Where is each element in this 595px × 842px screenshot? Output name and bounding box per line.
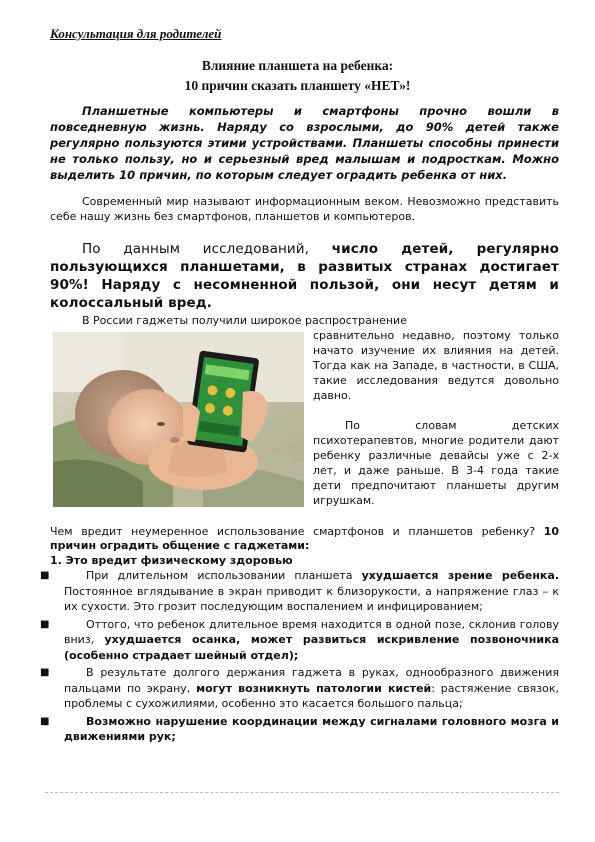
bullet-icon: ■ xyxy=(40,618,50,630)
intro-paragraph: Планшетные компьютеры и смартфоны прочно вошли в повседневную жизнь. Наряду со взрослыми, до 90% детей также регулярно пользуются этими устройствами. Планшеты способны принести не только пользу, но и серьезный вред малышам и подросткам. Можно выделить 10 причин, по которым следует оградить ребенка от них. xyxy=(50,104,559,182)
reasons-list xyxy=(40,568,559,747)
item-text-tail: Постоянное вглядывание в экран приводит к близорукости, а напряжение глаз – к их сухости. Это грозит последующим воспалением и инфицированием; xyxy=(64,584,559,613)
item-bold-text: могут возникнуть патологии кистей xyxy=(196,681,432,695)
item-text: Оттого, что ребенок длительное время находится в одной позе, склонив голову вниз, xyxy=(64,617,559,646)
statistics-bold-text: число детей, регулярно пользующихся планшетами, в развитых странах достигает 90%! Наряду с несомненной пользой, они несут детям и колоссальный вред. xyxy=(50,241,559,311)
bullet-icon: ■ xyxy=(40,667,50,678)
item-text: При длительном использовании планшета xyxy=(86,569,362,582)
list-item xyxy=(40,714,559,745)
section-heading-physical-health: 1. Это вредит физическому здоровью xyxy=(50,554,293,567)
paragraph-psychotherapists: По словам детских психотерапевтов, многие родители дают ребенку различные девайсы уже с 2-х лет, и даже раньше. В 3-4 года такие дети предпочитают планшеты другим игрушкам. xyxy=(313,419,559,507)
question-bold-text: 10 причин оградить общение с гаджетами: xyxy=(50,525,559,552)
paragraph-statistics xyxy=(50,240,559,312)
paragraph-russia-first-line: В России гаджеты получили широкое распространение xyxy=(82,314,407,327)
question-paragraph xyxy=(50,525,559,552)
paragraph-russia-rest: сравнительно недавно, поэтому только начато изучение их влияния на детей. Тогда как на Западе, в частности, в США, такие исследования ведутся довольно давно. xyxy=(313,329,559,402)
item-bold-text: Возможно нарушение координации между сигналами головного мозга и движениями рук; xyxy=(64,714,559,743)
list-item xyxy=(40,568,559,615)
list-item xyxy=(40,665,559,712)
article-title-line-2: 10 причин сказать планшету «НЕТ»! xyxy=(184,78,411,93)
item-bold-text: ухудшается осанка, может развиться искривление позвоночника (особенно страдает шейный отдел); xyxy=(64,633,559,662)
child-with-tablet-photo xyxy=(53,332,304,507)
item-text-tail: : растяжение связок, проблемы с сухожилиями, особенно это касается большого пальца; xyxy=(64,681,559,710)
bullet-icon: ■ xyxy=(40,715,50,727)
paragraph-information-age: Современный мир называют информационным веком. Невозможно представить себе нашу жизнь без смартфонов, планшетов и компьютеров. xyxy=(50,195,559,223)
item-text: В результате долгого держания гаджета в руках, однообразного движения пальцами по экрану, xyxy=(64,666,559,695)
statistics-plain-text: По данным исследований, xyxy=(82,241,332,257)
list-item xyxy=(40,617,559,664)
bullet-icon: ■ xyxy=(40,570,50,581)
item-bold-text: ухудшается зрение ребенка. xyxy=(361,569,559,582)
question-plain-text: Чем вредит неумеренное использование смартфонов и планшетов ребенку? xyxy=(50,525,544,538)
consultation-heading: Консультация для родителей xyxy=(50,26,222,41)
article-title-line-1: Влияние планшета на ребенка: xyxy=(201,58,394,73)
page-bottom-divider xyxy=(45,792,559,793)
